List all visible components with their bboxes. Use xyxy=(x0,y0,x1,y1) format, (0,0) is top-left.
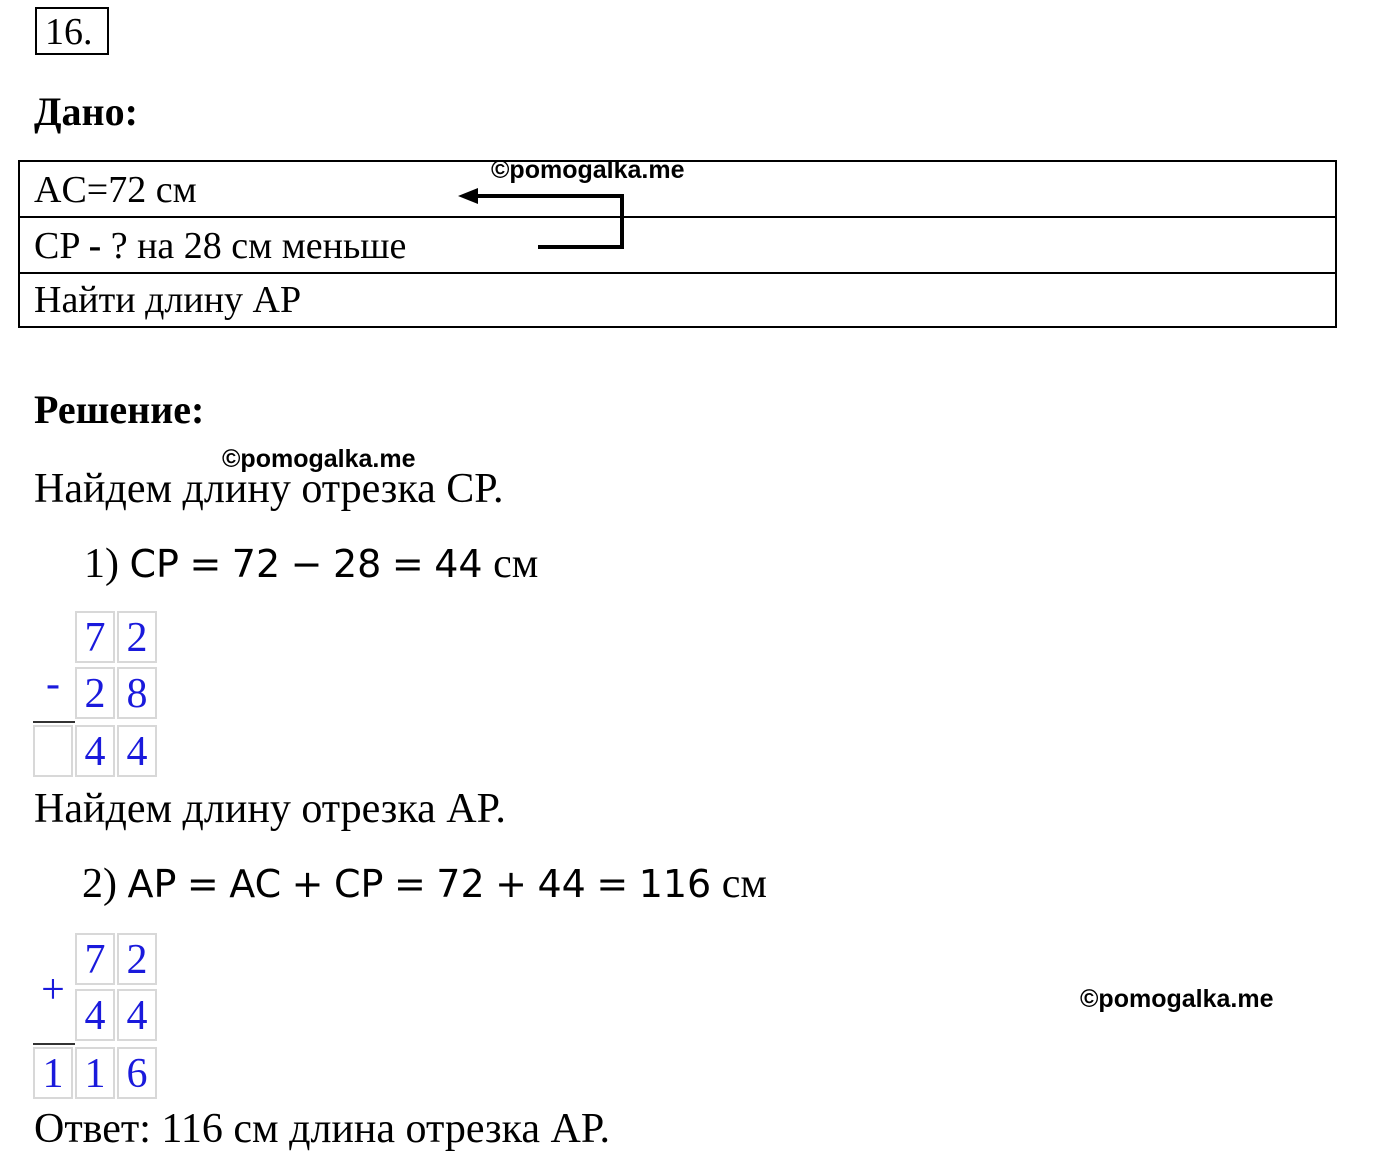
digit-cell: 1 xyxy=(33,1047,73,1099)
formula-token: CP xyxy=(129,542,179,586)
digit-cell: 6 xyxy=(117,1047,157,1099)
formula-token: + xyxy=(495,862,527,906)
given-row-cp-dash: - xyxy=(88,225,102,267)
digit-cell: 1 xyxy=(75,1047,115,1099)
digit-cell: 2 xyxy=(117,933,157,985)
given-row-cp-prefix: CP xyxy=(34,225,89,267)
digit-cell: 7 xyxy=(75,933,115,985)
column-subtraction xyxy=(31,611,161,781)
formula-token: 28 xyxy=(333,542,382,586)
answer-text: Ответ: 116 см длина отрезка AP. xyxy=(34,1106,611,1152)
task-number: 16. xyxy=(35,7,109,55)
digit-cell xyxy=(33,725,73,777)
given-heading: Дано: xyxy=(34,89,138,134)
digit-cell: 4 xyxy=(117,989,157,1041)
step1-text: Найдем длину отрезка CP. xyxy=(34,466,504,512)
step1-formula xyxy=(84,543,538,585)
formula-token: 44 xyxy=(537,862,586,906)
formula-token: = xyxy=(189,542,222,586)
formula-token: + xyxy=(291,862,324,906)
minus-sign: - xyxy=(46,661,60,707)
formula-token: 72 xyxy=(436,862,485,906)
solution-heading: Решение: xyxy=(34,387,205,432)
watermark: ©pomogalka.me xyxy=(1080,985,1274,1013)
formula-token: 72 xyxy=(231,542,281,586)
formula-label: 1) xyxy=(84,541,119,587)
step2-formula xyxy=(82,863,767,905)
plus-sign: + xyxy=(41,967,65,1013)
formula-token: AP xyxy=(127,862,177,906)
digit-cell: 2 xyxy=(75,667,115,719)
formula-token: 44 xyxy=(434,542,483,586)
digit-cell: 4 xyxy=(117,725,157,777)
digit-cell: 8 xyxy=(117,667,157,719)
column-addition xyxy=(31,933,161,1103)
formula-label: 2) xyxy=(82,861,117,907)
formula-token: = xyxy=(596,862,629,906)
result-line xyxy=(33,1043,75,1045)
given-row-ac: AC=72 см xyxy=(20,162,1335,218)
formula-token: − xyxy=(290,542,323,586)
formula-token: AC xyxy=(229,862,282,906)
formula-unit: см xyxy=(721,861,767,907)
formula-unit: см xyxy=(493,541,539,587)
given-row-find: Найти длину AP xyxy=(34,279,302,321)
formula-token: = xyxy=(391,542,424,586)
formula-token: = xyxy=(186,862,219,906)
formula-token: CP xyxy=(333,862,384,906)
formula-token: 116 xyxy=(638,862,712,906)
digit-cell: 4 xyxy=(75,725,115,777)
step2-text: Найдем длину отрезка AP. xyxy=(34,786,506,832)
digit-cell: 2 xyxy=(117,611,157,663)
result-line xyxy=(33,721,75,723)
given-row-cp-suffix: ? на 28 см меньше xyxy=(101,225,407,267)
digit-cell: 7 xyxy=(75,611,115,663)
formula-token: = xyxy=(393,862,426,906)
watermark: ©pomogalka.me xyxy=(491,156,685,184)
watermark: ©pomogalka.me xyxy=(222,445,416,473)
digit-cell: 4 xyxy=(75,989,115,1041)
relation-arrow-icon xyxy=(0,0,1400,400)
